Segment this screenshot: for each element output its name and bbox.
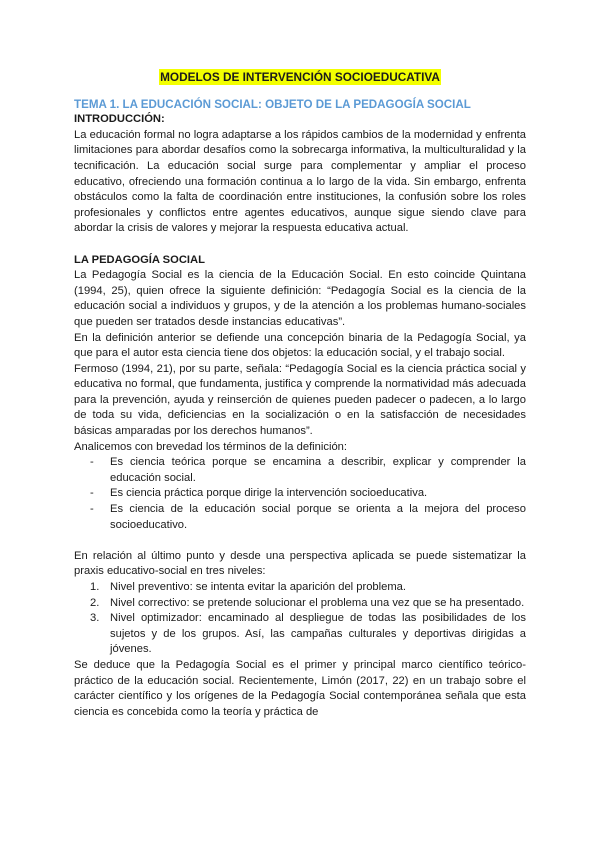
list-item	[74, 596, 526, 612]
paragraph-praxis-levels-intro: En relación al último punto y desde una perspectiva aplicada se puede sistematizar la praxis educativo-social en tres niveles:	[74, 549, 526, 578]
list-item	[74, 580, 526, 596]
spacer	[74, 237, 526, 253]
list-number: 1.	[90, 581, 100, 593]
dash-marker: -	[90, 503, 94, 516]
list-number: 3.	[90, 612, 100, 625]
praxis-levels-list	[74, 580, 526, 658]
page-content	[74, 70, 526, 720]
list-item-text: Nivel preventivo: se intenta evitar la aparición del problema.	[110, 581, 407, 593]
list-item-text: Nivel correctivo: se pretende solucionar el problema una vez que se ha presentado.	[110, 596, 525, 609]
list-item	[74, 455, 526, 486]
paragraph-definition-quintana: La Pedagogía Social es la ciencia de la Educación Social. En esto coincide Quintana (1994, 25), quien ofrece la siguiente definición: “Pedagogía Social es la ciencia de la educación social a individuos y grupos, y de la atención a los problemas humano-sociales que pueden ser tratados desde instancias educativas”.	[74, 269, 526, 328]
list-item	[74, 502, 526, 533]
highlighted-title-text: MODELOS DE INTERVENCIÓN SOCIOEDUCATIVA	[160, 70, 440, 84]
dash-marker: -	[90, 456, 94, 469]
document-title	[74, 70, 526, 86]
paragraph-conclusion: Se deduce que la Pedagogía Social es el primer y principal marco científico teórico-práctico de la educación social. Recientemente, Limón (2017, 22) en un trabajo sobre el carácter científico y los orígenes de la Pedagogía Social contemporánea señala que esta ciencia es concebida como la teoría y práctica de	[74, 658, 526, 718]
section-tema-heading: TEMA 1. LA EDUCACIÓN SOCIAL: OBJETO DE LA PEDAGOGÍA SOCIAL	[74, 97, 471, 111]
list-item-text: Es ciencia práctica porque dirige la intervención socioeducativa.	[110, 487, 428, 500]
intro-paragraph: La educación formal no logra adaptarse a los rápidos cambios de la modernidad y enfrenta limitaciones para abordar desafíos como la sobrecarga informativa, la multiculturalidad y la tecnificación. La educación social surge para complementar y ampliar el proceso educativo, ofreciendo una formación continua a lo largo de la vida. Sin embargo, enfrenta obstáculos como la falta de coordinación entre instituciones, la confusión sobre los roles profesionales y conflictos entre agentes educativos, aunque sigue siendo clave para abordar la crisis de valores y mejorar la respuesta educativa actual.	[74, 128, 526, 235]
dash-marker: -	[90, 487, 94, 500]
paragraph-definition-fermoso: Fermoso (1994, 21), por su parte, señala: “Pedagogía Social es la ciencia práctica social y educativa no formal, que fundamenta, justifica y comprende la normatividad más adecuada para la prevención, ayuda y reinserción de quienes pueden padecer o padecen, a lo largo de toda su vida, deficiencias en la socialización o en la satisfacción de necesidades básicas amparadas por los derechos humanos”.	[74, 362, 526, 438]
spacer	[74, 533, 526, 549]
definition-terms-list	[74, 455, 526, 533]
list-item	[74, 611, 526, 658]
intro-heading: INTRODUCCIÓN:	[74, 113, 165, 126]
paragraph-binary-conception: En la definición anterior se defiende una concepción binaria de la Pedagogía Social, ya que para el autor esta ciencia tiene dos objetos: la educación social, y el trabajo social.	[74, 331, 526, 360]
list-item-text: Es ciencia teórica porque se encamina a describir, explicar y comprender la educación social.	[110, 456, 526, 484]
list-item	[74, 486, 526, 502]
paragraph-analysis-intro: Analicemos con brevedad los términos de la definición:	[74, 440, 348, 453]
list-item-text: Es ciencia de la educación social porque se orienta a la mejora del proceso socioeducativo.	[110, 503, 526, 531]
list-item-text: Nivel optimizador: encaminado al despliegue de todas las posibilidades de los sujetos y de los grupos. Así, las campañas culturales y deportivas dirigidas a jóvenes.	[110, 612, 526, 656]
pedagogia-social-heading: LA PEDAGOGÍA SOCIAL	[74, 253, 205, 266]
list-number: 2.	[90, 596, 100, 609]
